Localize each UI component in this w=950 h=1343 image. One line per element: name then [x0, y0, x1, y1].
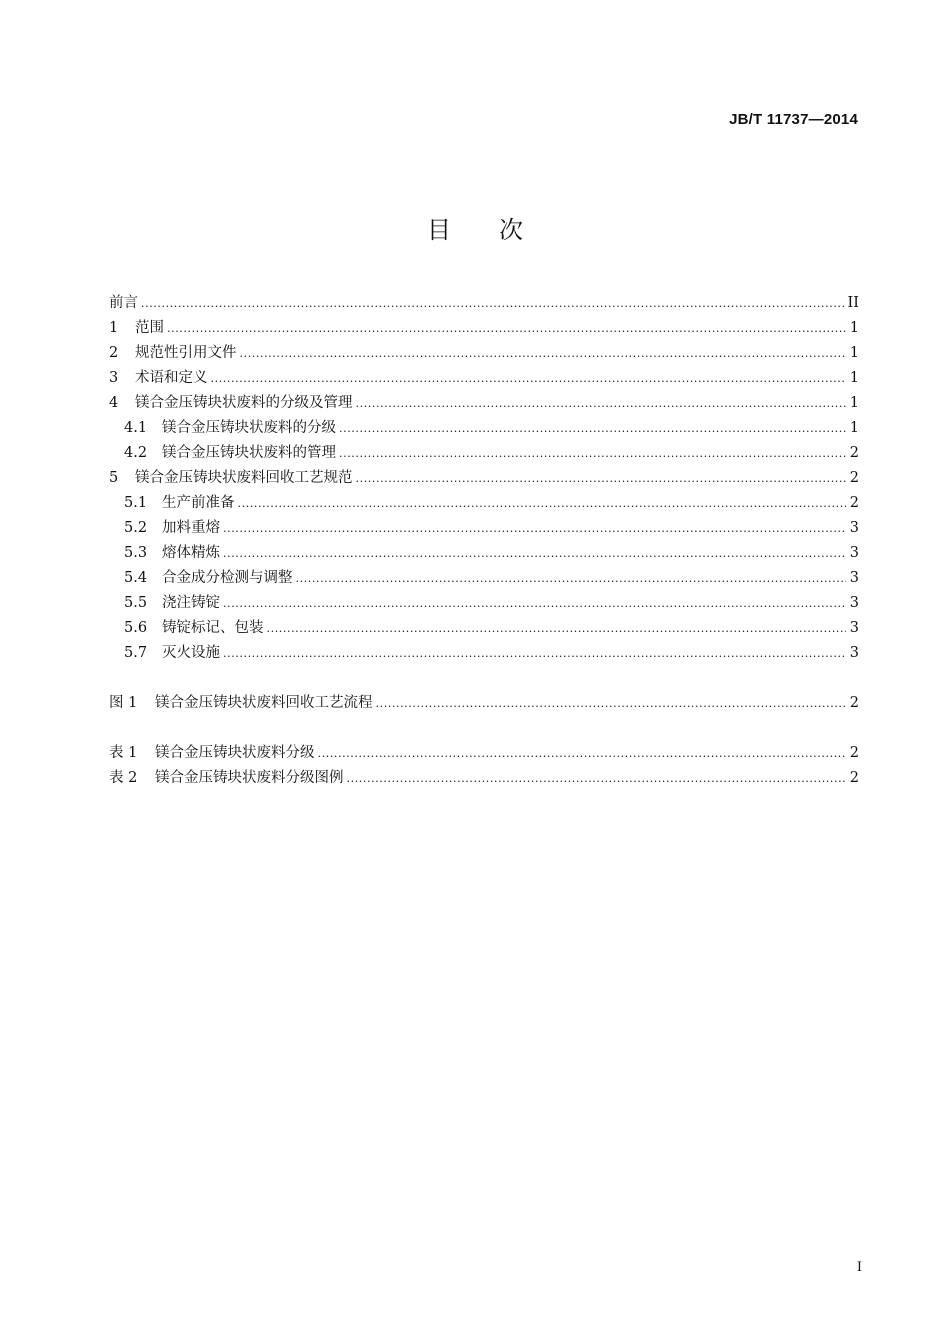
toc-entry-label: 镁合金压铸块状废料的管理 — [162, 445, 336, 461]
toc-entry-number: 4.2 — [124, 445, 148, 461]
toc-entry-number: 5.3 — [124, 545, 148, 561]
table-entry-page: 2 — [849, 770, 859, 786]
toc-entry-number: 1 — [109, 320, 119, 336]
toc-entry-label: 镁合金压铸块状废料回收工艺规范 — [135, 470, 353, 486]
toc-entry-number: 5.6 — [124, 620, 148, 636]
toc-entry-page: 2 — [849, 445, 859, 461]
toc-entry-label: 规范性引用文件 — [135, 345, 237, 361]
dot-leader — [167, 316, 846, 341]
toc-entry-page: 3 — [849, 520, 859, 536]
dot-leader — [267, 616, 847, 641]
spacer — [109, 716, 859, 741]
toc-entry[interactable] — [109, 316, 859, 341]
dot-leader — [347, 766, 847, 791]
dot-leader — [141, 291, 845, 316]
toc-entry-label: 范围 — [135, 320, 164, 336]
toc-entry[interactable] — [109, 366, 859, 391]
toc-entry-number: 5.7 — [124, 645, 148, 661]
toc-entry-page: 1 — [849, 345, 859, 361]
table-entry-number: 表 1 — [109, 745, 138, 761]
standard-code: JB/T 11737—2014 — [729, 111, 858, 128]
dot-leader — [223, 641, 846, 666]
page-number: I — [856, 1260, 862, 1275]
toc-entry-number: 5 — [109, 470, 119, 486]
dot-leader — [376, 691, 847, 716]
toc-entry[interactable] — [109, 641, 859, 666]
dot-leader — [211, 366, 847, 391]
dot-leader — [318, 741, 847, 766]
table-entry[interactable] — [109, 741, 859, 766]
table-entry-number: 表 2 — [109, 770, 138, 786]
table-entry-label: 镁合金压铸块状废料分级图例 — [155, 770, 344, 786]
toc-entry-number: 5.2 — [124, 520, 148, 536]
toc-entry-label: 镁合金压铸块状废料的分级及管理 — [135, 395, 353, 411]
toc-entry-page: 1 — [849, 320, 859, 336]
toc-entry-label: 前言 — [109, 295, 138, 311]
toc-entry-page: 3 — [849, 595, 859, 611]
spacer — [109, 666, 859, 691]
toc-entry[interactable] — [109, 616, 859, 641]
toc-entry-page: 1 — [849, 370, 859, 386]
toc-entry-label: 镁合金压铸块状废料的分级 — [162, 420, 336, 436]
toc-entry[interactable] — [109, 516, 859, 541]
dot-leader — [223, 541, 846, 566]
dot-leader — [223, 516, 846, 541]
toc-entry-label: 术语和定义 — [135, 370, 208, 386]
table-of-contents — [109, 291, 859, 791]
toc-entry[interactable] — [109, 591, 859, 616]
toc-entry-number: 3 — [109, 370, 119, 386]
toc-entry-label: 铸锭标记、包装 — [162, 620, 264, 636]
toc-entry-page: 1 — [849, 395, 859, 411]
figure-entry[interactable] — [109, 691, 859, 716]
dot-leader — [339, 416, 846, 441]
table-entry[interactable] — [109, 766, 859, 791]
toc-entry[interactable] — [109, 541, 859, 566]
toc-entry-number: 4 — [109, 395, 119, 411]
toc-entry-number: 2 — [109, 345, 119, 361]
toc-entry[interactable] — [109, 291, 859, 316]
toc-entry-label: 熔体精炼 — [162, 545, 220, 561]
toc-entry-page: 1 — [849, 420, 859, 436]
toc-entry-number: 5.1 — [124, 495, 148, 511]
table-entry-label: 镁合金压铸块状废料分级 — [155, 745, 315, 761]
toc-entry-label: 加料重熔 — [162, 520, 220, 536]
toc-entry-page: 2 — [849, 470, 859, 486]
dot-leader — [356, 391, 847, 416]
page-title: 目次 — [427, 216, 571, 244]
toc-entry[interactable] — [109, 441, 859, 466]
toc-entry-label: 浇注铸锭 — [162, 595, 220, 611]
toc-entry-page: 3 — [849, 645, 859, 661]
toc-entry[interactable] — [109, 466, 859, 491]
toc-entry-page: 2 — [849, 495, 859, 511]
table-entry-page: 2 — [849, 745, 859, 761]
dot-leader — [238, 491, 847, 516]
toc-entry-number: 5.5 — [124, 595, 148, 611]
toc-entry-page: II — [847, 295, 859, 311]
toc-entry-number: 5.4 — [124, 570, 148, 586]
dot-leader — [223, 591, 846, 616]
toc-entry-label: 合金成分检测与调整 — [162, 570, 293, 586]
toc-entry[interactable] — [109, 566, 859, 591]
figure-entry-label: 镁合金压铸块状废料回收工艺流程 — [155, 695, 373, 711]
figure-entry-page: 2 — [849, 695, 859, 711]
toc-entry-label: 灭火设施 — [162, 645, 220, 661]
toc-entry[interactable] — [109, 491, 859, 516]
toc-entry-page: 3 — [849, 570, 859, 586]
figure-entry-number: 图 1 — [109, 695, 138, 711]
dot-leader — [240, 341, 847, 366]
toc-entry[interactable] — [109, 391, 859, 416]
toc-entry[interactable] — [109, 416, 859, 441]
toc-entry[interactable] — [109, 341, 859, 366]
dot-leader — [339, 441, 846, 466]
dot-leader — [296, 566, 847, 591]
dot-leader — [356, 466, 847, 491]
toc-entry-page: 3 — [849, 545, 859, 561]
toc-entry-label: 生产前准备 — [162, 495, 235, 511]
toc-entry-page: 3 — [849, 620, 859, 636]
toc-entry-number: 4.1 — [124, 420, 148, 436]
